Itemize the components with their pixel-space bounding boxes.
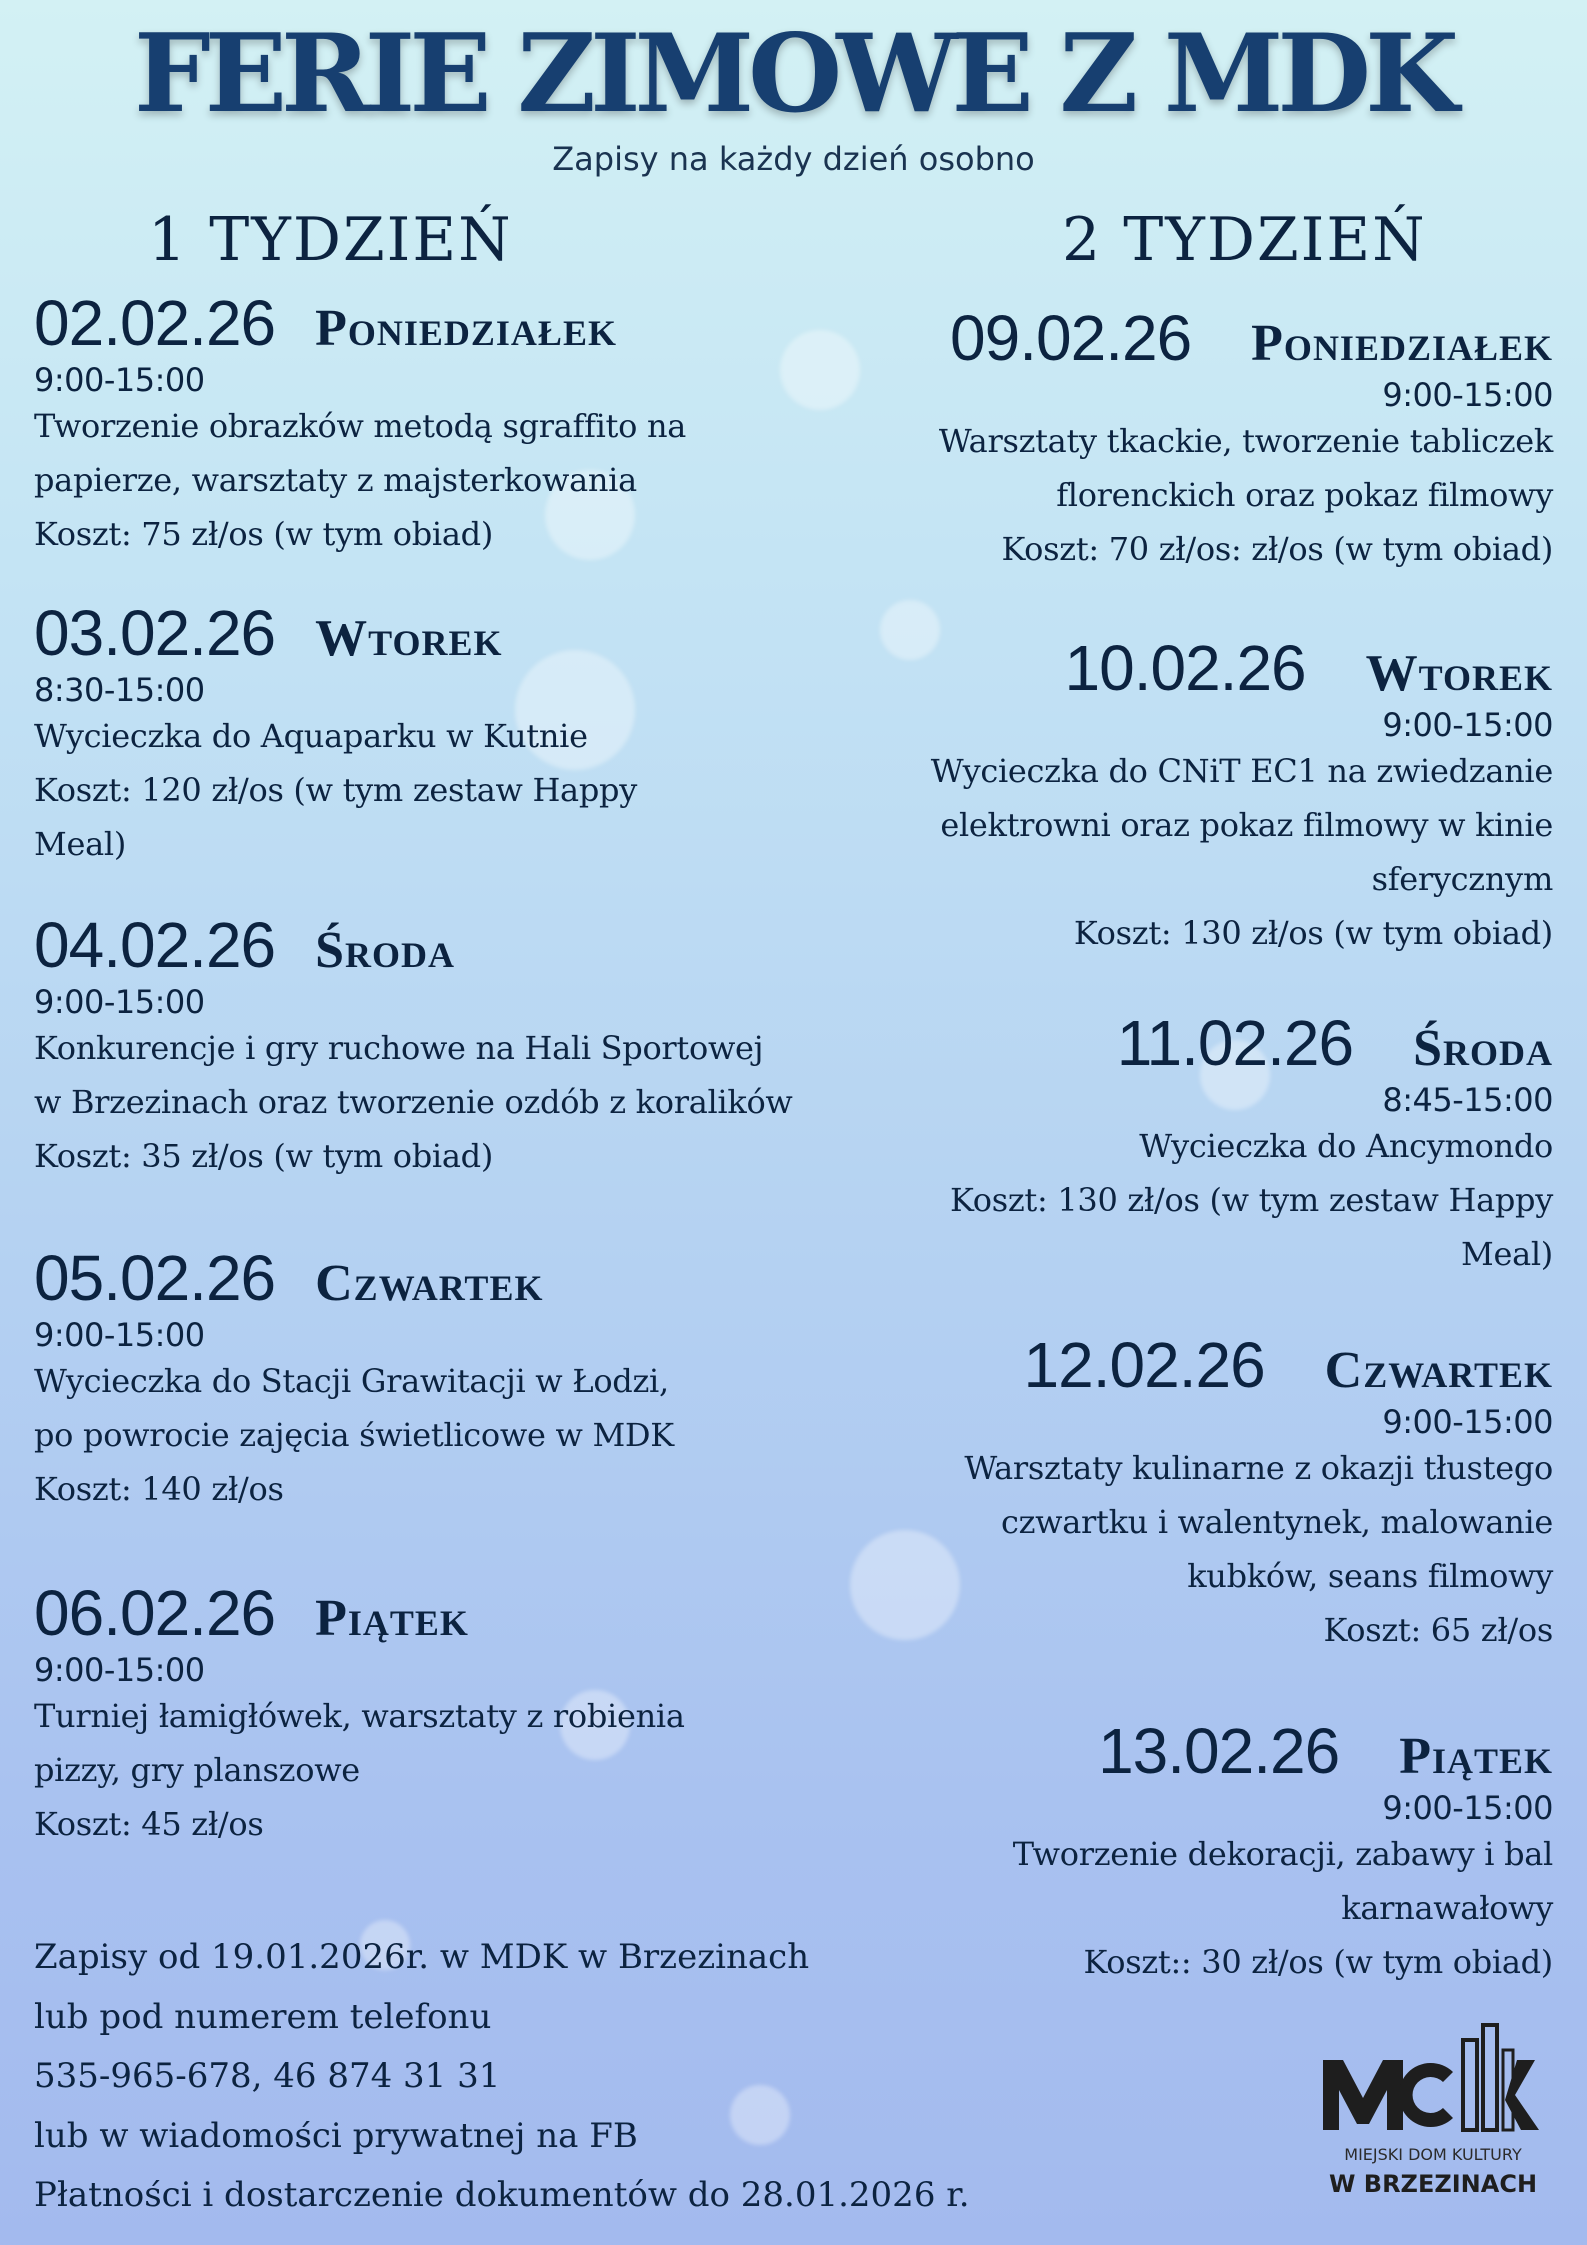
day-entry (34, 1577, 794, 1851)
day-entry (793, 1329, 1553, 1657)
day-date: 12.02.26 (1023, 1329, 1265, 1401)
day-date: 06.02.26 (34, 1577, 276, 1649)
info-line: lub w wiadomości prywatnej na FB (34, 2115, 638, 2156)
day-entry (793, 302, 1553, 576)
day-name: Wtorek (315, 610, 503, 667)
day-header (34, 909, 794, 981)
day-description: Turniej łamigłówek, warsztaty z robienia (34, 1697, 685, 1736)
day-name: Czwartek (315, 1255, 544, 1312)
day-header (793, 632, 1553, 704)
day-description: Wycieczka do Aquaparku w Kutnie (34, 717, 588, 756)
day-header (34, 597, 794, 669)
day-cost: Koszt: 140 zł/os (34, 1470, 284, 1509)
day-cost: Koszt:: 30 zł/os (w tym obiad) (1083, 1943, 1553, 1982)
day-hours: 9:00-15:00 (34, 1651, 205, 1690)
day-entry (793, 632, 1553, 960)
day-hours: 9:00-15:00 (1382, 1789, 1553, 1828)
day-hours: 9:00-15:00 (1382, 706, 1553, 745)
day-description: pizzy, gry planszowe (34, 1751, 360, 1790)
day-description: elektrowni oraz pokaz filmowy w kinie (940, 806, 1553, 845)
week-2-heading: 2 TYDZIEŃ (1062, 205, 1427, 275)
day-hours: 9:00-15:00 (34, 983, 205, 1022)
day-entry (793, 1007, 1553, 1281)
day-name: Piątek (1399, 1728, 1553, 1785)
day-entry (34, 597, 794, 871)
day-cost: Koszt: 120 zł/os (w tym zestaw Happy (34, 771, 637, 810)
day-entry (34, 1242, 794, 1516)
day-cost: Koszt: 45 zł/os (34, 1805, 264, 1844)
day-name: Środa (315, 922, 456, 979)
day-header (34, 1242, 794, 1314)
day-hours: 8:30-15:00 (34, 671, 205, 710)
day-description: po powrocie zajęcia świetlicowe w MDK (34, 1416, 674, 1455)
day-cost: Meal) (1460, 1235, 1553, 1274)
day-date: 04.02.26 (34, 909, 276, 981)
day-cost: Meal) (34, 825, 127, 864)
week-1-heading: 1 TYDZIEŃ (148, 205, 513, 275)
day-description: Warsztaty tkackie, tworzenie tabliczek (938, 422, 1553, 461)
day-description: karnawałowy (1341, 1889, 1553, 1928)
day-cost: Koszt: 35 zł/os (w tym obiad) (34, 1137, 494, 1176)
info-phone-numbers: 535-965-678, 46 874 31 31 (34, 2056, 501, 2096)
info-line: lub pod numerem telefonu (34, 1996, 492, 2037)
day-header (793, 1715, 1553, 1787)
subtitle: Zapisy na każdy dzień osobno (552, 140, 1035, 178)
day-cost: Koszt: 65 zł/os (1323, 1611, 1553, 1650)
day-entry (34, 287, 794, 561)
mdk-logo (1313, 2020, 1553, 2210)
day-header (793, 1329, 1553, 1401)
day-header (34, 1577, 794, 1649)
day-date: 11.02.26 (1116, 1007, 1354, 1079)
day-cost: Koszt: 130 zł/os (w tym zestaw Happy (950, 1181, 1553, 1220)
day-name: Wtorek (1365, 645, 1553, 702)
day-hours: 8:45-15:00 (1382, 1081, 1553, 1120)
day-description: Wycieczka do CNiT EC1 na zwiedzanie (930, 752, 1553, 791)
info-payment-deadline: Płatności i dostarczenie dokumentów do 28.01.2026 r. (34, 2175, 970, 2215)
day-description: Tworzenie obrazków metodą sgraffito na (34, 407, 687, 446)
day-hours: 9:00-15:00 (34, 361, 205, 400)
day-name: Piątek (315, 1590, 469, 1647)
day-description: sferycznym (1371, 860, 1553, 899)
day-description: kubków, seans filmowy (1187, 1557, 1553, 1596)
day-cost: Koszt: 70 zł/os: zł/os (w tym obiad) (1001, 530, 1553, 569)
day-date: 09.02.26 (950, 302, 1192, 374)
day-date: 03.02.26 (34, 597, 276, 669)
day-name: Poniedziałek (315, 300, 617, 357)
day-description: papierze, warsztaty z majsterkowania (34, 461, 637, 500)
day-date: 02.02.26 (34, 287, 276, 359)
day-hours: 9:00-15:00 (1382, 376, 1553, 415)
day-hours: 9:00-15:00 (34, 1316, 205, 1355)
day-description: Tworzenie dekoracji, zabawy i bal (1012, 1835, 1553, 1874)
day-header (34, 287, 794, 359)
day-description: florenckich oraz pokaz filmowy (1056, 476, 1553, 515)
day-header (793, 1007, 1553, 1079)
day-name: Środa (1413, 1020, 1553, 1077)
mdk-logo-mark (1313, 2020, 1553, 2140)
page-title: FERIE ZIMOWE Z MDK (134, 11, 1453, 137)
day-cost: Koszt: 130 zł/os (w tym obiad) (1073, 914, 1553, 953)
day-header (793, 302, 1553, 374)
day-description: Konkurencje i gry ruchowe na Hali Sportowej (34, 1029, 764, 1068)
day-name: Poniedziałek (1251, 315, 1553, 372)
day-date: 13.02.26 (1098, 1715, 1340, 1787)
day-description: w Brzezinach oraz tworzenie ozdób z koralików (34, 1083, 793, 1122)
day-hours: 9:00-15:00 (1382, 1403, 1553, 1442)
day-description: Warsztaty kulinarne z okazji tłustego (964, 1449, 1553, 1488)
day-description: Wycieczka do Ancymondo (1139, 1127, 1553, 1166)
logo-caption: MIEJSKI DOM KULTURY (1344, 2145, 1522, 2164)
day-cost: Koszt: 75 zł/os (w tym obiad) (34, 515, 494, 554)
day-description: Wycieczka do Stacji Grawitacji w Łodzi, (34, 1362, 669, 1401)
day-name: Czwartek (1324, 1342, 1553, 1399)
registration-info (34, 1928, 1084, 2226)
logo-caption: W BRZEZINACH (1328, 2170, 1538, 2198)
info-line: Zapisy od 19.01.2026r. w MDK w Brzezinach (34, 1937, 810, 1977)
day-date: 10.02.26 (1064, 632, 1306, 704)
day-description: czwartku i walentynek, malowanie (1000, 1503, 1553, 1542)
day-entry (34, 909, 794, 1183)
day-date: 05.02.26 (34, 1242, 276, 1314)
